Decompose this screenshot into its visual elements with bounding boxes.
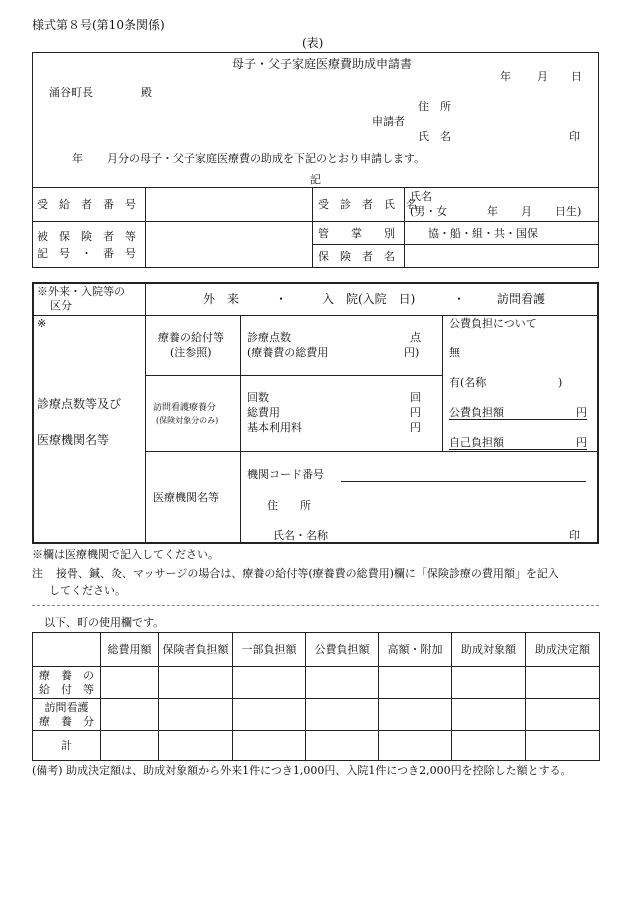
- divider: [145, 375, 442, 376]
- public-burden-amount-unit: 円: [576, 406, 587, 419]
- row-medical-benefit-line-1: 療 養 の: [39, 669, 94, 683]
- insurance-type-choice[interactable]: 協・船・組・共・国保: [428, 227, 538, 240]
- table-cell[interactable]: [159, 731, 233, 761]
- note-asterisk: ※欄は医療機関で記入してください。: [32, 548, 219, 561]
- applicant-name-label: 氏 名: [418, 130, 451, 143]
- divider: [145, 282, 146, 544]
- benefit-label-2: (注参照): [170, 346, 212, 359]
- visit-type-label-2: 区分: [50, 299, 72, 312]
- divider: [32, 187, 599, 188]
- table-cell[interactable]: [159, 667, 233, 699]
- insured-number-field[interactable]: [147, 223, 310, 266]
- col-total-cost: 総費用額: [101, 633, 159, 667]
- self-burden-amount-label: 自己負担額: [449, 436, 504, 449]
- visits-unit: 回: [410, 391, 421, 404]
- points-label: 診療点数: [247, 331, 291, 344]
- institution-address-label: 住 所: [267, 499, 311, 512]
- insurer-name-field[interactable]: [406, 246, 596, 266]
- col-decided-amount: 助成決定額: [526, 633, 600, 667]
- table-cell[interactable]: [233, 731, 306, 761]
- divider: [145, 451, 599, 452]
- separator-dot: ・: [453, 292, 466, 306]
- self-burden-amount-field[interactable]: [449, 436, 587, 450]
- divider: [32, 221, 599, 222]
- institution-label: 医療機関名等: [153, 491, 219, 504]
- recipient-number-field[interactable]: [147, 189, 310, 220]
- row-medical-benefit: [33, 667, 101, 699]
- note-line-2: してください。: [49, 584, 126, 597]
- public-burden-none[interactable]: 無: [449, 346, 460, 359]
- table-cell[interactable]: [101, 731, 159, 761]
- table-cell[interactable]: [526, 731, 600, 761]
- table-cell[interactable]: [379, 667, 452, 699]
- row-home-nursing: [33, 699, 101, 731]
- col-insurer-burden: 保険者負担額: [159, 633, 233, 667]
- divider: [145, 187, 146, 268]
- insured-symbol-label-2: 記 号 ・ 番 号: [37, 247, 136, 260]
- date-month-label: 月: [537, 70, 548, 83]
- addressee: 涌谷町長: [49, 86, 93, 99]
- benefit-label-1: 療養の給付等: [158, 331, 224, 344]
- jurisdiction-label: 管 掌 別: [318, 227, 395, 240]
- note-prefix: 注: [32, 567, 43, 580]
- table-cell[interactable]: [159, 699, 233, 731]
- front-side-label: (表): [302, 36, 324, 50]
- col-public-burden: 公費負担額: [306, 633, 379, 667]
- visits-label: 回数: [247, 391, 269, 404]
- dashed-separator: [32, 605, 599, 606]
- table-cell[interactable]: [452, 731, 526, 761]
- visit-type-label-1: ※外来・入院等の: [37, 285, 125, 298]
- outpatient-option[interactable]: 外 来: [203, 292, 240, 306]
- nursing-label-1: 訪問看護療養分: [153, 403, 217, 413]
- public-burden-yes-close: ): [558, 376, 563, 389]
- divider: [442, 315, 443, 451]
- col-partial-burden: 一部負担額: [233, 633, 306, 667]
- applicant-label: 申請者: [372, 115, 405, 128]
- cost-unit: 円): [404, 346, 420, 359]
- home-nursing-option[interactable]: 訪問看護: [497, 292, 546, 306]
- divider: [312, 244, 599, 245]
- divider: [240, 315, 241, 544]
- basic-fee-unit: 円: [410, 421, 421, 434]
- public-burden-yes[interactable]: 有(名称: [449, 376, 487, 389]
- self-burden-amount-unit: 円: [576, 436, 587, 449]
- nursing-label-2: (保険対象分のみ): [156, 416, 219, 425]
- asterisk-mark: ※: [37, 317, 47, 330]
- row-medical-benefit-line-2: 給 付 等: [39, 682, 94, 696]
- institution-seal: 印: [569, 529, 580, 542]
- row-total: 計: [33, 731, 101, 761]
- table-cell[interactable]: [306, 667, 379, 699]
- patient-name-small-label: 氏名: [410, 190, 432, 203]
- side-label-1: 診療点数等及び: [37, 397, 122, 411]
- request-year-label: 年: [72, 152, 83, 165]
- public-burden-about: 公費負担について: [449, 317, 537, 330]
- institution-code-field[interactable]: [341, 481, 586, 482]
- table-cell[interactable]: [452, 699, 526, 731]
- table-corner: [33, 633, 101, 667]
- table-cell[interactable]: [306, 731, 379, 761]
- table-cell[interactable]: [526, 667, 600, 699]
- total-cost-unit: 円: [410, 406, 421, 419]
- applicant-seal: 印: [569, 130, 580, 143]
- table-cell[interactable]: [233, 699, 306, 731]
- cost-label: (療養費の総費用: [247, 346, 329, 359]
- points-unit: 点: [410, 331, 421, 344]
- row-home-nursing-line-1: 訪問看護: [44, 701, 89, 715]
- public-burden-amount-field[interactable]: [449, 406, 587, 420]
- insurer-name-label: 保 険 者 名: [318, 250, 395, 263]
- table-cell[interactable]: [526, 699, 600, 731]
- gender-choice[interactable]: (男・女: [410, 205, 448, 218]
- note-line-1: 接骨、鍼、灸、マッサージの場合は、療養の給付等(療養費の総費用)欄に「保険診療の費用額」を記入: [56, 567, 559, 580]
- remark-note: (備考) 助成決定額は、助成対象額から外来1件につき1,000円、入院1件につき2,000円を控除した額とする。: [32, 764, 572, 777]
- birth-month-label: 月: [521, 205, 532, 218]
- divider: [32, 315, 599, 316]
- date-year-label: 年: [500, 70, 511, 83]
- table-cell[interactable]: [379, 731, 452, 761]
- col-eligible-amount: 助成対象額: [452, 633, 526, 667]
- table-cell[interactable]: [101, 667, 159, 699]
- row-home-nursing-line-2: 療 養 分: [39, 714, 94, 728]
- divider: [312, 187, 313, 268]
- town-use-label: 以下、町の使用欄です。: [44, 616, 165, 629]
- inpatient-option[interactable]: 入 院(入院 日): [322, 292, 416, 306]
- col-high-cost: 高額・附加: [379, 633, 452, 667]
- table-cell[interactable]: [233, 667, 306, 699]
- institution-code-label: 機関コード番号: [247, 468, 324, 481]
- form-number: 様式第８号(第10条関係): [32, 18, 165, 32]
- public-burden-amount-label: 公費負担額: [449, 406, 504, 419]
- applicant-address-label: 住 所: [418, 100, 451, 113]
- side-label-2: 医療機関名等: [37, 433, 110, 447]
- basic-fee-label: 基本利用料: [247, 421, 302, 434]
- table-cell[interactable]: [101, 699, 159, 731]
- table-cell[interactable]: [379, 699, 452, 731]
- date-day-label: 日: [571, 70, 582, 83]
- institution-name-label: 氏名・名称: [273, 529, 328, 542]
- honorific: 殿: [141, 86, 152, 99]
- birth-year-label: 年: [487, 205, 498, 218]
- total-cost-label: 総費用: [247, 406, 280, 419]
- separator-dot: ・: [275, 292, 288, 306]
- birth-day-label: 日生): [555, 205, 582, 218]
- town-use-table: [32, 632, 600, 761]
- insured-symbol-label-1: 被 保 険 者 等: [37, 230, 136, 243]
- patient-name-label: 受 診 者 氏 名: [318, 198, 417, 211]
- ki-label: 記: [310, 173, 321, 186]
- table-cell[interactable]: [306, 699, 379, 731]
- request-statement: 月分の母子・父子家庭医療費の助成を下記のとおり申請します。: [107, 152, 426, 165]
- form-title: 母子・父子家庭医療費助成申請書: [232, 57, 413, 71]
- recipient-number-label: 受 給 者 番 号: [37, 198, 136, 211]
- table-cell[interactable]: [452, 667, 526, 699]
